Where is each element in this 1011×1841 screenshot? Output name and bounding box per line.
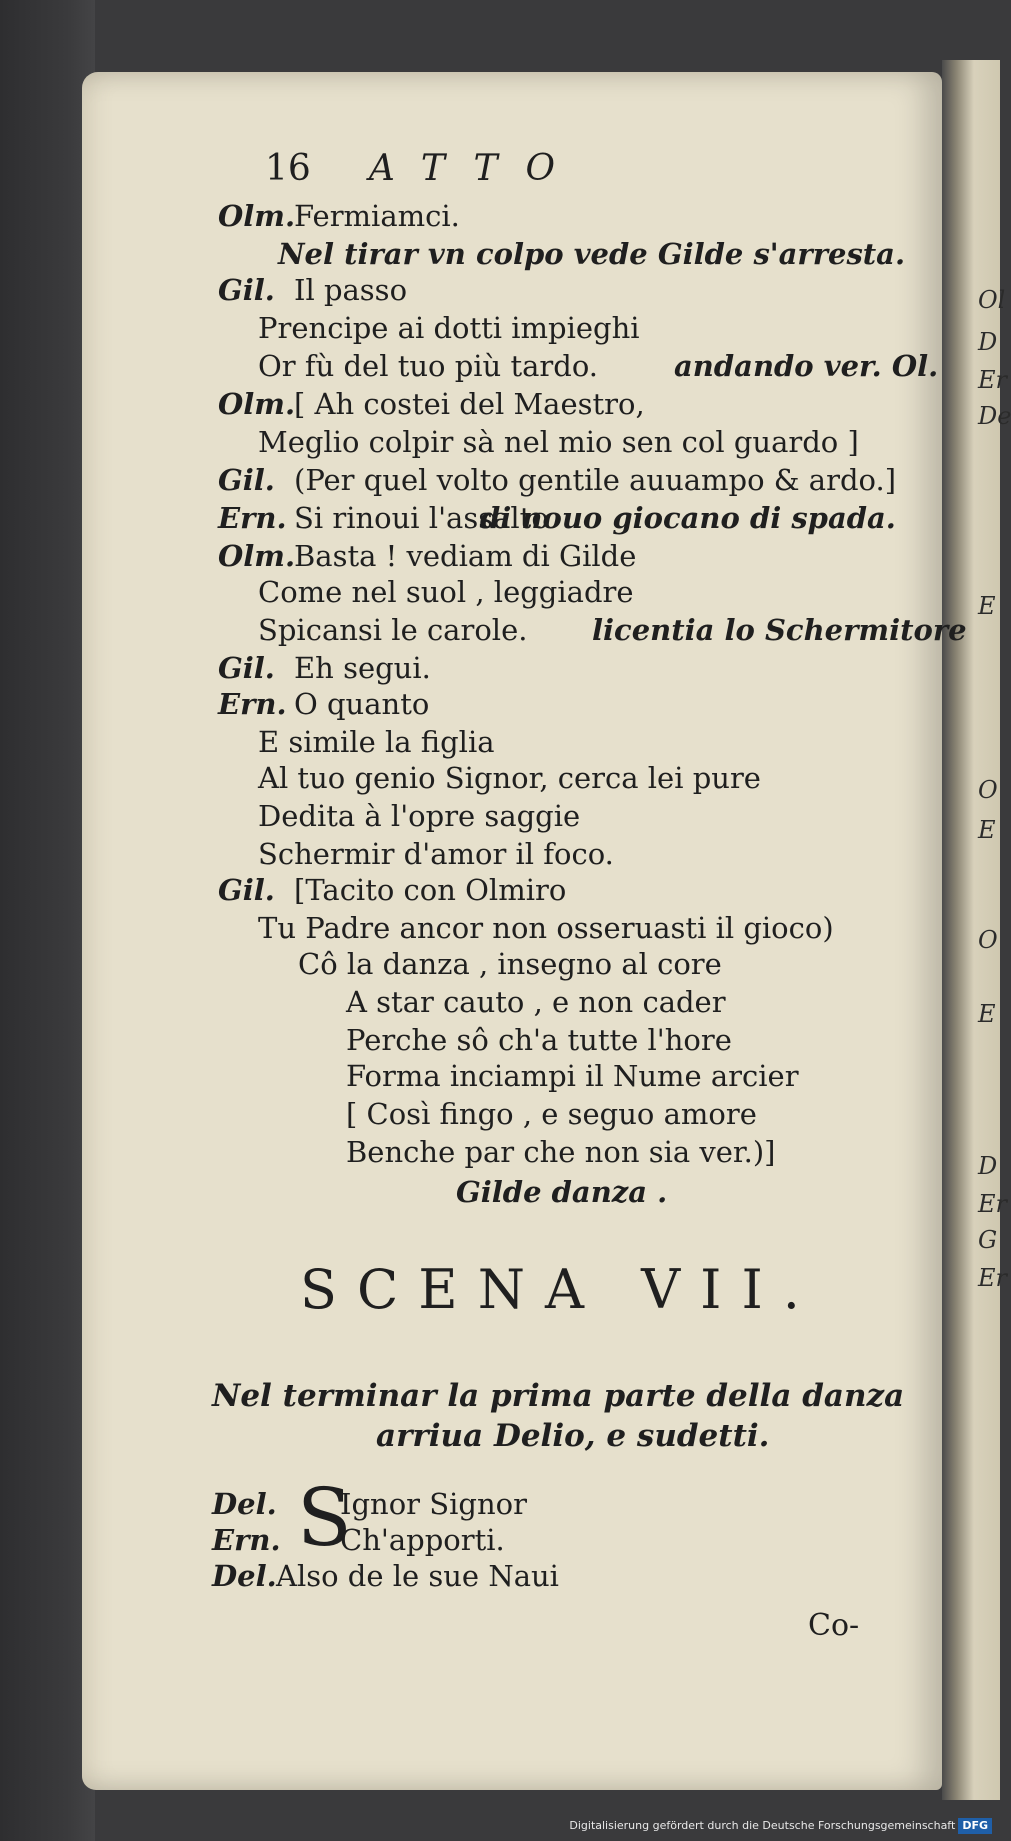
verse-line: Schermir d'amor il foco.	[258, 837, 614, 871]
stage-direction: di nouo giocano di spada.	[480, 501, 896, 535]
speaker-label: Del.	[212, 1487, 277, 1521]
next-page-fragment: De	[978, 402, 1011, 430]
next-page-fragment: Ol	[978, 286, 1006, 314]
scene-stage-direction: Nel terminar la prima parte della danza	[212, 1378, 905, 1414]
next-page-fragment: E	[978, 1000, 996, 1028]
verse-line: Il passo	[294, 273, 408, 307]
verse-line: Ch'apporti.	[340, 1523, 505, 1557]
speaker-label: Olm.	[218, 387, 296, 421]
verse-line: [ Così fingo , e seguo amore	[346, 1097, 757, 1131]
next-page-fragment: Er	[978, 1264, 1007, 1292]
verse-line: Benche par che non sia ver.)]	[346, 1135, 776, 1169]
scene-title: SCENA VII.	[300, 1258, 820, 1321]
verse-line: Come nel suol , leggiadre	[258, 575, 634, 609]
verse-line: (Per quel volto gentile auuampo & ardo.]	[294, 463, 897, 497]
verse-line: [ Ah costei del Maestro,	[294, 387, 645, 421]
verse-line: Prencipe ai dotti impieghi	[258, 311, 640, 345]
next-page-fragment: D	[978, 1152, 998, 1180]
scene-stage-direction: arriua Delio, e sudetti.	[376, 1418, 770, 1454]
verse-line: E simile la figlia	[258, 725, 495, 759]
next-page-fragment: D	[978, 328, 998, 356]
verse-line: [Tacito con Olmiro	[294, 873, 567, 907]
verse-line: Meglio colpir sà nel mio sen col guardo ]	[258, 425, 859, 459]
speaker-label: Olm.	[218, 199, 296, 233]
verse-line: Spicansi le carole.	[258, 613, 528, 647]
verse-line: Ignor Signor	[340, 1487, 527, 1521]
stage-direction: andando ver. Ol.	[674, 349, 939, 383]
verse-line: Or fù del tuo più tardo.	[258, 349, 598, 383]
speaker-label: Ern.	[218, 687, 287, 721]
speaker-label: Ern.	[218, 501, 287, 535]
next-page-fragment: O	[978, 926, 998, 954]
stage-direction: licentia lo Schermitore	[592, 613, 967, 647]
drop-cap: S	[297, 1471, 352, 1564]
book-cover-edge	[0, 0, 95, 1841]
verse-line: Al tuo genio Signor, cerca lei pure	[258, 761, 761, 795]
verse-line: Cô la danza , insegno al core	[298, 947, 722, 981]
verse-line: O quanto	[294, 687, 430, 721]
verse-line: Dedita à l'opre saggie	[258, 799, 581, 833]
next-page-fragment: Er	[978, 1190, 1007, 1218]
verse-line: Forma inciampi il Nume arcier	[346, 1059, 799, 1093]
verse-line: Eh segui.	[294, 651, 431, 685]
running-header	[265, 148, 583, 189]
speaker-label: Gil.	[218, 273, 275, 307]
verse-line: Basta ! vediam di Gilde	[294, 539, 637, 573]
stage-direction: Nel tirar vn colpo vede Gilde s'arresta.	[278, 237, 906, 271]
speaker-label: Olm.	[218, 539, 296, 573]
next-page-fragment: E	[978, 816, 996, 844]
next-page-fragment: O	[978, 776, 998, 804]
next-page-fragment: Er	[978, 366, 1007, 394]
catchword: Co-	[808, 1608, 860, 1643]
verse-line: Tu Padre ancor non osseruasti il gioco)	[258, 911, 834, 945]
running-title: ATTO	[368, 148, 584, 189]
dfg-logo: DFG	[958, 1818, 992, 1834]
verse-line: Si rinoui l'assalto	[294, 501, 549, 535]
speaker-label: Ern.	[212, 1523, 281, 1557]
verse-line: Also de le sue Naui	[276, 1559, 559, 1593]
speaker-label: Gil.	[218, 651, 275, 685]
verse-line: Fermiamci.	[294, 199, 460, 233]
next-page-fragment: G	[978, 1226, 998, 1254]
digitization-credit	[569, 1815, 992, 1837]
verse-line: Perche sô ch'a tutte l'hore	[346, 1023, 732, 1057]
stage-direction: Gilde danza .	[456, 1175, 668, 1209]
verse-line: A star cauto , e non cader	[346, 985, 726, 1019]
speaker-label: Del.	[212, 1559, 277, 1593]
page-number: 16	[265, 148, 311, 189]
speaker-label: Gil.	[218, 463, 275, 497]
next-page-fragment: E	[978, 592, 996, 620]
speaker-label: Gil.	[218, 873, 275, 907]
credit-text: Digitalisierung gefördert durch die Deutsche Forschungsgemeinschaft	[569, 1819, 956, 1832]
